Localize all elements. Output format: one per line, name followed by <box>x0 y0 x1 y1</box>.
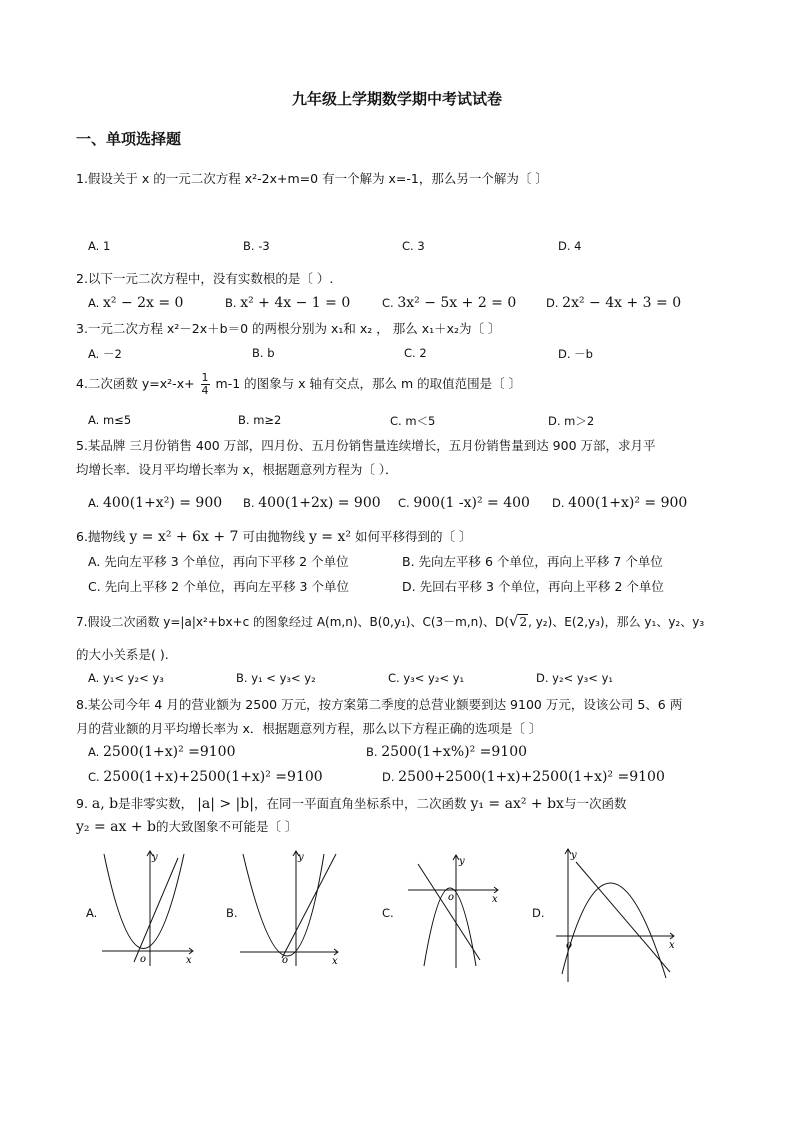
q5-option-c <box>398 495 530 511</box>
q9-graph-c <box>400 850 505 970</box>
graph-a-origin: o <box>140 954 147 965</box>
q8-a-formula: 2500(1+x)² =9100 <box>102 744 236 760</box>
q9-y1-formula: y₁ = ax² + bx <box>470 796 564 812</box>
q6-option-c: C. 先向上平移 2 个单位，再向左平移 3 个单位 <box>88 579 349 594</box>
q4-option-b: B. m≥2 <box>238 413 282 427</box>
q3-option-d: D. －b <box>558 347 593 361</box>
q5-option-a <box>88 495 222 511</box>
q7-stem-post: , y₂)、E(2,y₃)，那么 y₁、y₂、y₃ <box>528 615 705 629</box>
graph-b-y-label: y <box>298 852 304 863</box>
q7-sqrt: √2 <box>508 612 528 630</box>
q9-graph-d <box>552 844 682 984</box>
q4-stem-post: m-1 的图象与 x 轴有交点，那么 m 的取值范围是〔 〕 <box>215 376 522 391</box>
graph-d-line <box>576 862 670 972</box>
graph-b-origin: o <box>282 955 289 966</box>
question-6-stem <box>76 528 471 546</box>
q2-option-d <box>546 295 681 311</box>
q7-option-c: C. y₃< y₂< y₁ <box>388 671 465 685</box>
graph-d-origin: o <box>566 940 573 951</box>
graph-c-origin: o <box>448 892 455 903</box>
q9-y2-formula: y₂ = ax + b <box>76 819 156 835</box>
q5-d-formula: 400(1+x)² = 900 <box>568 495 688 511</box>
question-8-line2: 月的营业额的月平均增长率为 x．根据题意列方程，那么以下方程正确的选项是〔 〕 <box>76 721 542 736</box>
q5-a-label: A. <box>88 496 100 510</box>
q8-option-b <box>366 744 527 760</box>
q1-option-c: C. 3 <box>402 239 425 253</box>
section-heading: 一、单项选择题 <box>76 130 182 148</box>
graph-c-y-label: y <box>459 856 465 867</box>
graph-a-y-label: y <box>152 852 158 863</box>
q5-c-label: C. <box>398 496 410 510</box>
question-1-stem: 1.假设关于 x 的一元二次方程 x²-2x+m=0 有一个解为 x=-1，那么另一个解为〔 〕 <box>76 171 548 186</box>
q4-fraction-denominator: 4 <box>201 384 209 397</box>
q8-b-label: B. <box>366 745 378 759</box>
q2-b-formula: x² + 4x − 1 = 0 <box>240 295 351 311</box>
q7-option-a: A. y₁< y₂< y₃ <box>88 671 164 685</box>
graph-b-parabola <box>243 854 324 956</box>
graph-a-x-label: x <box>186 955 192 966</box>
q1-option-d: D. 4 <box>558 239 582 253</box>
question-7-line1 <box>76 612 704 631</box>
q8-d-label: D. <box>382 770 395 784</box>
q3-option-c: C. 2 <box>404 346 427 360</box>
q2-d-label: D. <box>546 296 559 310</box>
page-title: 九年级上学期数学期中考试试卷 <box>291 90 502 108</box>
q8-c-formula: 2500(1+x)+2500(1+x)² =9100 <box>103 769 323 785</box>
question-5-line2: 均增长率．设月平均增长率为 x，根据题意列方程为〔 ）． <box>76 462 398 477</box>
graph-d-y-label: y <box>571 850 577 861</box>
q8-d-formula: 2500+2500(1+x)+2500(1+x)² =9100 <box>398 769 665 785</box>
q2-a-label: A. <box>88 296 100 310</box>
graph-c-x-label: x <box>492 894 498 905</box>
q2-d-formula: 2x² − 4x + 3 = 0 <box>562 295 682 311</box>
q3-option-a: A. －2 <box>88 347 122 361</box>
q9-ab: a, b <box>91 796 119 812</box>
q5-option-b <box>243 495 381 511</box>
graph-a-line <box>134 858 178 962</box>
q8-b-formula: 2500(1+x%)² =9100 <box>381 744 528 760</box>
q9-graph-label-b: B. <box>226 906 238 920</box>
graph-d-x-label: x <box>669 940 675 951</box>
q2-a-formula: x² − 2x = 0 <box>102 295 184 311</box>
q2-c-label: C. <box>382 296 394 310</box>
q2-c-formula: 3x² − 5x + 2 = 0 <box>397 295 517 311</box>
q8-a-label: A. <box>88 745 100 759</box>
question-9-line2 <box>76 818 297 836</box>
q9-post: 与一次函数 <box>563 796 627 811</box>
question-2-stem: 2.以下一元二次方程中，没有实数根的是〔 ）. <box>76 271 334 286</box>
question-3-stem: 3.一元二次方程 x²－2x＋b＝0 的两根分别为 x₁和 x₂ ， 那么 x₁＋x₂为〔 〕 <box>76 321 501 336</box>
graph-d-parabola <box>562 883 666 978</box>
q8-option-c <box>88 769 323 785</box>
q5-c-formula: 900(1 -x)² = 400 <box>413 495 530 511</box>
q2-option-a <box>88 295 183 311</box>
q4-option-a: A. m≤5 <box>88 413 132 427</box>
q4-fraction <box>201 372 210 397</box>
q6-stem-mid: 可由抛物线 <box>242 529 305 544</box>
q2-b-label: B. <box>225 296 237 310</box>
q3-option-b: B. b <box>252 346 275 360</box>
q9-graph-label-c: C. <box>382 906 394 920</box>
q9-mid2: ，在同一平面直角坐标系中，二次函数 <box>253 796 467 811</box>
q9-graph-b <box>238 848 343 968</box>
q8-option-d <box>382 769 665 785</box>
q4-option-d: D. m＞2 <box>548 414 595 428</box>
q7-sqrt-value: 2 <box>519 615 528 629</box>
q9-graph-a <box>98 848 198 968</box>
q6-equation-2: y = x² <box>308 529 351 545</box>
q1-option-a: A. 1 <box>88 239 111 253</box>
q6-option-a: A. 先向左平移 3 个单位，再向下平移 2 个单位 <box>88 554 349 569</box>
q8-option-a <box>88 744 236 760</box>
q9-mid: 是非零实数， <box>118 796 194 811</box>
question-7-line2: 的大小关系是( ). <box>76 647 169 662</box>
q5-a-formula: 400(1+x²) = 900 <box>102 495 223 511</box>
graph-b-x-label: x <box>332 956 338 967</box>
q7-option-d: D. y₂< y₃< y₁ <box>536 671 613 685</box>
graph-a-parabola <box>104 854 184 949</box>
q9-abs-compare: |a| > |b| <box>197 796 254 812</box>
q9-line2-post: 的大致图象不可能是〔 〕 <box>156 819 298 834</box>
q9-graph-label-a: A. <box>86 906 98 920</box>
q5-b-formula: 400(1+2x) = 900 <box>258 495 381 511</box>
question-9-line1 <box>76 795 626 813</box>
question-5-line1: 5.某品牌 三月份销售 400 万部，四月份、五月份销售量连续增长，五月份销售量到达 900 万部，求月平 <box>76 438 656 453</box>
q6-stem-post: 如何平移得到的〔 〕 <box>354 529 472 544</box>
q4-fraction-numerator: 1 <box>201 371 209 384</box>
q6-equation-1: y = x² + 6x + 7 <box>129 529 239 545</box>
q6-option-b: B. 先向左平移 6 个单位，再向上平移 7 个单位 <box>402 554 663 569</box>
q9-graph-label-d: D. <box>532 906 545 920</box>
q5-d-label: D. <box>552 496 565 510</box>
q4-stem-pre: 4.二次函数 y=x²-x+ <box>76 376 195 391</box>
question-8-line1: 8.某公司今年 4 月的营业额为 2500 万元，按方案第二季度的总营业额要到达 9100 万元，设该公司 5、6 两 <box>76 697 683 712</box>
q4-option-c: C. m＜5 <box>390 414 436 428</box>
q1-option-b: B. -3 <box>243 239 270 253</box>
question-4-stem <box>76 372 521 397</box>
q7-stem-pre: 7.假设二次函数 y=|a|x²+bx+c 的图象经过 A(m,n)、B(0,y₁)、C(3－m,n)、D( <box>76 615 509 629</box>
q8-c-label: C. <box>88 770 100 784</box>
q6-option-d: D. 先回右平移 3 个单位，再向上平移 2 个单位 <box>402 579 664 594</box>
q5-option-d <box>552 495 687 511</box>
q7-option-b: B. y₁ < y₃< y₂ <box>236 671 316 685</box>
q2-option-b <box>225 295 350 311</box>
q9-num: 9. <box>76 796 88 811</box>
q6-stem-pre: 6.抛物线 <box>76 529 126 544</box>
graph-b-line <box>282 854 336 958</box>
q2-option-c <box>382 295 516 311</box>
q5-b-label: B. <box>243 496 255 510</box>
